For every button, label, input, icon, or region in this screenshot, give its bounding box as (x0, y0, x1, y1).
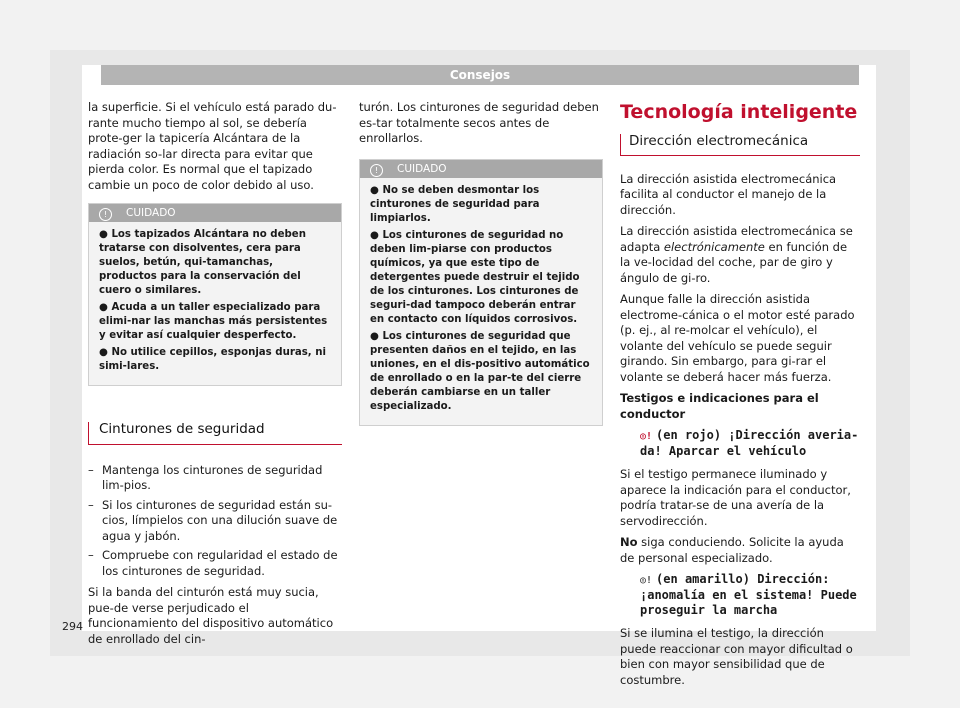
caution-item: ● No se deben desmontar los cinturones de seguridad para limpiarlos. (370, 184, 540, 224)
warning-red: ◎! (en rojo) ¡Dirección averia-da! Aparcar el vehículo (640, 428, 859, 458)
paragraph: Aunque falle la dirección asistida electrome-cánica o el motor esté parado (p. ej., al re-molcar el vehículo), el volante del vehículo se puede seguir girando. Sin embargo, para gi-rar el volante se deberá hacer más fuerza. (620, 292, 855, 384)
paragraph: No siga conduciendo. Solicite la ayuda de personal especializado. (620, 535, 844, 565)
section-title: Dirección electromecánica (620, 134, 860, 156)
subheading-testigos: Testigos e indicaciones para el conductor (620, 391, 819, 421)
chapter-title: Tecnología inteligente (620, 101, 858, 123)
column-2 (359, 100, 603, 426)
page-number: 294 (62, 620, 83, 633)
list-item: – Compruebe con regularidad el estado de los cinturones de seguridad. (88, 548, 342, 579)
caution-item: ● Los cinturones de seguridad no deben lim-piarse con productos químicos, ya que este tipo de detergentes puede destruir el tejido de los cinturones. Los cinturones de seguri-dad tampoco deberán entrar en contacto con líquidos corrosivos. (370, 229, 580, 325)
warning-amber: ◎! (en amarillo) Dirección: ¡anomalía en el sistema! Puede proseguir la marcha (640, 572, 857, 617)
caution-body (89, 222, 341, 385)
info-circle-icon: ! (370, 164, 383, 177)
caution-body (360, 178, 602, 425)
paragraph-intro: turón. Los cinturones de seguridad deben es-tar totalmente secos antes de enrollarlos. (359, 100, 599, 145)
column-3 (620, 100, 860, 694)
caution-item: ● Acuda a un taller especializado para elimi-nar las manchas más persistentes y evitar así cualquier desperfecto. (99, 302, 328, 341)
list-item: – Mantenga los cinturones de seguridad lim-pios. (88, 463, 342, 494)
caution-box (359, 159, 603, 426)
caution-item: ● Los cinturones de seguridad que presenten daños en el tejido, en las uniones, en el dis-positivo automático de enrollado o en la par-te del cierre deberán cambiarse en un taller especializado. (370, 330, 590, 412)
caution-box (88, 203, 342, 386)
caution-label: CUIDADO (126, 207, 176, 219)
paragraph-intro: la superficie. Si el vehículo está parado du-rante mucho tiempo al sol, se debería prote-ger la tapicería Alcántara de la radiación so-lar directa para evitar que pierda color. Es normal que el tapizado cambie un poco de color debido al uso. (88, 100, 337, 192)
caution-header (89, 204, 341, 222)
column-1 (88, 100, 342, 653)
caution-header (360, 160, 602, 178)
caution-label: CUIDADO (397, 162, 447, 175)
section-title: Cinturones de seguridad (88, 422, 342, 445)
info-circle-icon: ! (99, 208, 112, 221)
paragraph-outro: Si la banda del cinturón está muy sucia, pue-de verse perjudicado el funcionamiento del dispositivo automático de enrollado del cin- (88, 585, 334, 646)
paragraph: Si el testigo permanece iluminado y aparece la indicación para el conductor, podría tratar-se de una avería de la servodirección. (620, 467, 851, 528)
paragraph: La dirección asistida electromecánica facilita al conductor el manejo de la dirección. (620, 171, 837, 217)
caution-item: ● Los tapizados Alcántara no deben tratarse con disolventes, cera para suelos, betún, qui-tamanchas, productos para la conservación del cuero o similares. (99, 229, 306, 296)
dash-list (88, 463, 342, 580)
paragraph: Si se ilumina el testigo, la dirección puede reaccionar con mayor dificultad o bien con mayor sensibilidad que de costumbre. (620, 626, 853, 687)
steering-warning-icon: ◎! (640, 431, 653, 442)
list-item: – Si los cinturones de seguridad están su-cios, límpielos con una dilución suave de agua y jabón. (88, 498, 342, 545)
caution-item: ● No utilice cepillos, esponjas duras, ni simi-lares. (99, 347, 326, 372)
steering-warning-icon: ◎! (640, 575, 653, 586)
paragraph: La dirección asistida electromecánica se adapta electrónicamente en función de la ve-locidad del coche, par de giro y ángulo de gi-ro. (620, 224, 853, 285)
section-header: Consejos (101, 65, 859, 85)
